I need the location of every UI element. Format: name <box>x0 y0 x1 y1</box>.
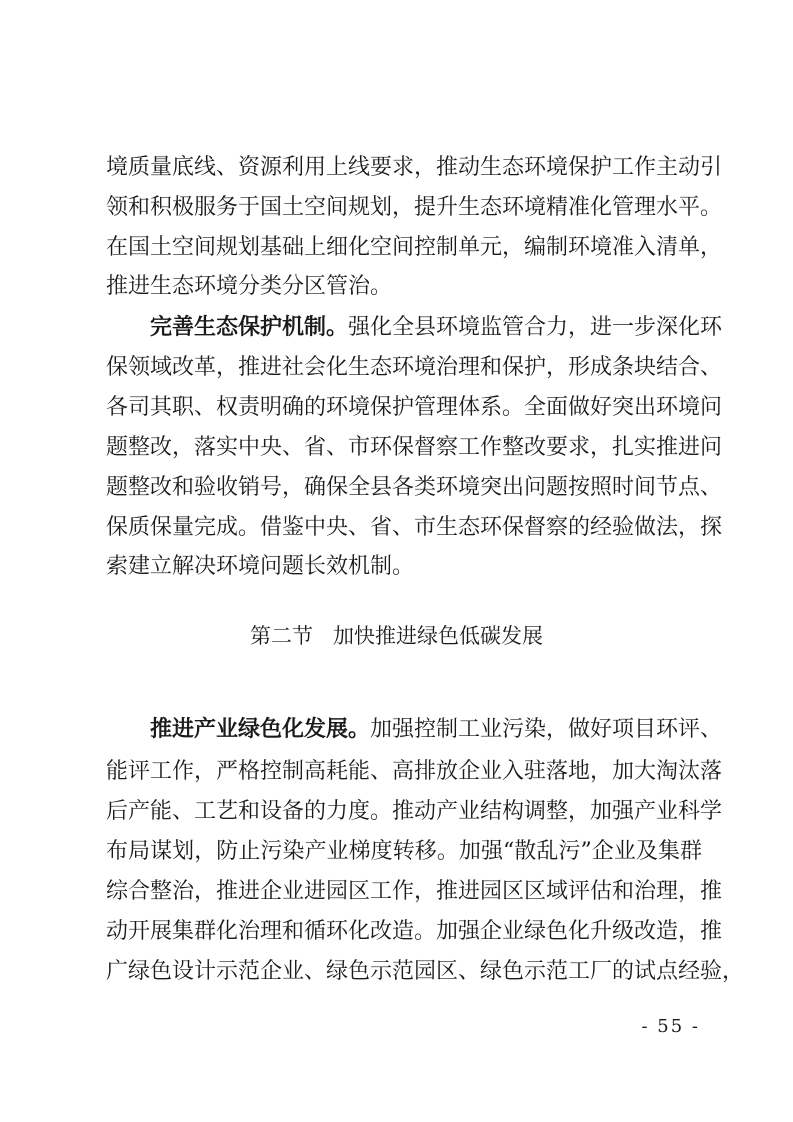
text-span: 强化全县环境监管合力，进一步深化环 <box>348 315 723 340</box>
text-line: 在国土空间规划基础上细化空间控制单元，编制环境准入清单， <box>106 235 723 260</box>
text-line: 题整改，落实中央、省、市环保督察工作整改要求，扎实推进问 <box>106 435 723 460</box>
text-line: 领和积极服务于国土空间规划，提升生态环境精准化管理水平。 <box>106 195 723 220</box>
section-title: 加快推进绿色低碳发展 <box>333 624 543 648</box>
text-line: 保质保量完成。借鉴中央、省、市生态环保督察的经验做法，探 <box>106 515 723 540</box>
text-line: 综合整治，推进企业进园区工作，推进园区区域评估和治理，推 <box>106 879 723 904</box>
text-line: 推进生态环境分类分区管治。 <box>106 274 393 299</box>
text-line: 各司其职、权责明确的环境保护管理体系。全面做好突出环境问 <box>106 395 723 420</box>
paragraph-lead-line <box>150 308 723 348</box>
text-line: 布局谋划，防止污染产业梯度转移。加强“散乱污”企业及集群 <box>106 839 702 864</box>
text-line: 后产能、工艺和设备的力度。推动产业结构调整，加强产业科学 <box>106 799 723 824</box>
paragraph-bold-title: 完善生态保护机制。 <box>150 315 349 340</box>
text-line: 境质量底线、资源利用上线要求，推动生态环境保护工作主动引 <box>106 155 723 180</box>
page-number: - 55 - <box>641 1016 700 1037</box>
text-line: 动开展集群化治理和循环化改造。加强企业绿色化升级改造，推 <box>106 919 723 944</box>
section-heading <box>0 616 793 656</box>
paragraph-lead-line <box>150 710 723 750</box>
text-line: 保领域改革，推进社会化生态环境治理和保护，形成条块结合、 <box>106 355 723 380</box>
section-number: 第二节 <box>250 624 313 648</box>
text-line: 题整改和验收销号，确保全县各类环境突出问题按照时间节点、 <box>106 475 723 500</box>
text-span: 加强控制工业污染，做好项目环评、 <box>370 717 723 742</box>
paragraph-bold-title: 推进产业绿色化发展。 <box>150 717 371 742</box>
text-line: 索建立解决环境问题长效机制。 <box>106 554 415 579</box>
text-line: 能评工作，严格控制高耗能、高排放企业入驻落地，加大淘汰落 <box>106 759 723 784</box>
text-line: 广绿色设计示范企业、绿色示范园区、绿色示范工厂的试点经验， <box>106 959 745 984</box>
